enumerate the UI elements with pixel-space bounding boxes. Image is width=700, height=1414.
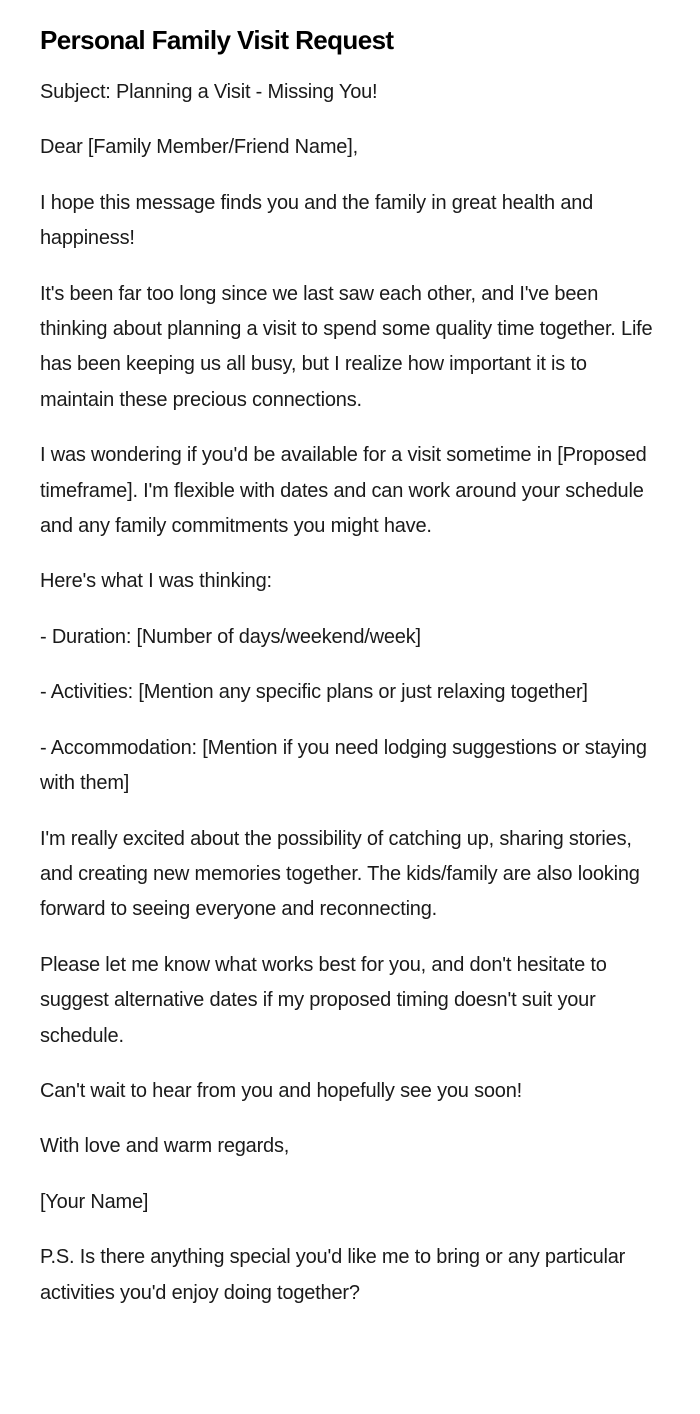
body-paragraph: Please let me know what works best for you, and don't hesitate to suggest alternative dates if my proposed timing doesn't suit your schedule.: [40, 953, 607, 1047]
body-paragraph: It's been far too long since we last saw each other, and I've been thinking about planning a visit to spend some quality time together. Life has been keeping us all busy, but I realize how important it is to maintain these precious connections.: [40, 282, 653, 411]
signoff: With love and warm regards,: [40, 1135, 290, 1158]
body-paragraph: I hope this message finds you and the family in great health and happiness!: [40, 191, 594, 250]
signature: [Your Name]: [40, 1190, 149, 1213]
body-paragraph: I was wondering if you'd be available for a visit sometime in [Proposed timeframe]. I'm flexible with dates and can work around your schedule and any family commitments you might have.: [40, 444, 647, 538]
postscript: P.S. Is there anything special you'd like me to bring or any particular activities you'd enjoy doing together?: [40, 1246, 626, 1304]
body-paragraph: Can't wait to hear from you and hopefully see you soon!: [40, 1079, 522, 1102]
list-item-accommodation: - Accommodation: [Mention if you need lodging suggestions or staying with them]: [40, 736, 647, 795]
list-item-duration: - Duration: [Number of days/weekend/week]: [40, 625, 421, 648]
body-paragraph: Here's what I was thinking:: [40, 570, 272, 593]
subject-line: Subject: Planning a Visit - Missing You!: [40, 81, 378, 103]
body-paragraph: I'm really excited about the possibility of catching up, sharing stories, and creating new memories together. The kids/family are also looking forward to seeing everyone and reconnecting.: [40, 827, 640, 921]
salutation: Dear [Family Member/Friend Name],: [40, 136, 358, 159]
list-item-activities: - Activities: [Mention any specific plans or just relaxing together]: [40, 681, 588, 704]
document-title: Personal Family Visit Request: [40, 25, 394, 55]
